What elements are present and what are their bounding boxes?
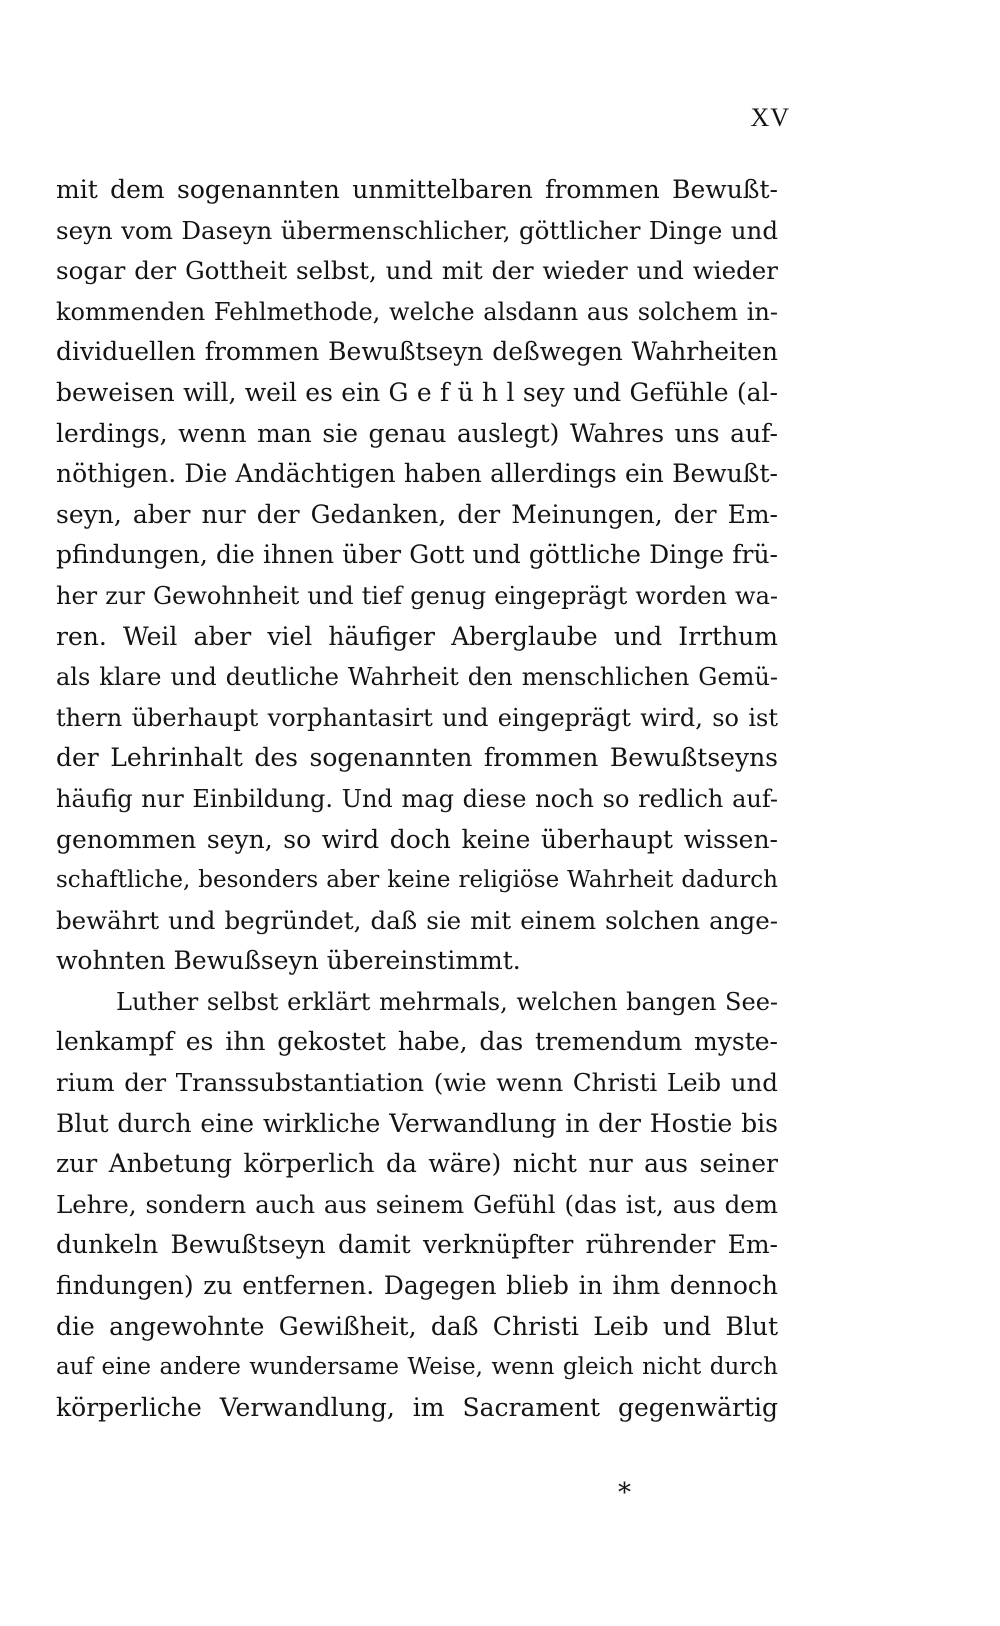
text-line: wohnten Bewußseyn übereinstimmt.: [56, 946, 521, 976]
text-line: dividuellen frommen Bewußtseyn deßwegen Wahrheiten: [56, 337, 778, 367]
text-line: Luther selbst erklärt mehrmals, welchen bangen See-: [116, 987, 778, 1016]
text-line: thern überhaupt vorphantasirt und eingeprägt wird, so ist: [56, 703, 778, 732]
text-line: häufig nur Einbildung. Und mag diese noch so redlich auf-: [56, 784, 778, 813]
text-line: mit dem sogenannten unmittelbaren frommen Bewußt-: [56, 175, 778, 204]
text-line: Blut durch eine wirkliche Verwandlung in der Hostie bis: [56, 1108, 778, 1138]
text-line: her zur Gewohnheit und tief genug eingeprägt worden wa-: [56, 581, 778, 610]
text-line: zur Anbetung körperlich da wäre) nicht nur aus seiner: [56, 1149, 778, 1179]
text-line: genommen seyn, so wird doch keine überhaupt wissen-: [56, 824, 778, 854]
text-line: beweisen will, weil es ein G e f ü h l sey und Gefühle (al-: [56, 377, 778, 407]
text-line: seyn, aber nur der Gedanken, der Meinungen, der Em-: [56, 499, 778, 529]
page-number: XV: [750, 103, 790, 132]
text-line: pfindungen, die ihnen über Gott und göttliche Dinge frü-: [56, 540, 778, 570]
text-line: findungen) zu entfernen. Dagegen blieb in ihm dennoch: [56, 1271, 778, 1301]
paragraph-2: [56, 982, 778, 1429]
text-line: sogar der Gottheit selbst, und mit der wieder und wieder: [56, 256, 778, 286]
text-line: bewährt und begründet, daß sie mit einem solchen ange-: [56, 905, 778, 935]
text-line: rium der Transsubstantiation (wie wenn Christi Leib und: [56, 1068, 778, 1098]
text-line: dunkeln Bewußtseyn damit verknüpfter rührender Em-: [56, 1230, 778, 1260]
text-line: ren. Weil aber viel häufiger Aberglaube und Irrthum: [56, 621, 778, 651]
text-line: schaftliche, besonders aber keine religiöse Wahrheit dadurch: [56, 867, 778, 894]
text-line: lenkampf es ihn gekostet habe, das tremendum myste-: [56, 1027, 778, 1057]
signature-mark: *: [618, 1478, 631, 1508]
text-line: Lehre, sondern auch aus seinem Gefühl (das ist, aus dem: [56, 1189, 778, 1219]
text-line: auf eine andere wundersame Weise, wenn gleich nicht durch: [56, 1354, 778, 1381]
text-line: als klare und deutliche Wahrheit den menschlichen Gemü-: [56, 663, 778, 692]
text-line: nöthigen. Die Andächtigen haben allerdings ein Bewußt-: [56, 459, 778, 489]
text-line: kommenden Fehlmethode, welche alsdann aus solchem in-: [56, 297, 778, 326]
text-line: körperliche Verwandlung, im Sacrament gegenwärtig: [56, 1392, 778, 1422]
text-line: seyn vom Daseyn übermenschlicher, göttlicher Dinge und: [56, 215, 778, 245]
text-line: lerdings, wenn man sie genau auslegt) Wahres uns auf-: [56, 418, 778, 448]
text-line: die angewohnte Gewißheit, daß Christi Leib und Blut: [56, 1311, 778, 1341]
body-text: [56, 170, 778, 1428]
paragraph-1: [56, 170, 778, 982]
text-line: der Lehrinhalt des sogenannten frommen Bewußtseyns: [56, 743, 778, 773]
